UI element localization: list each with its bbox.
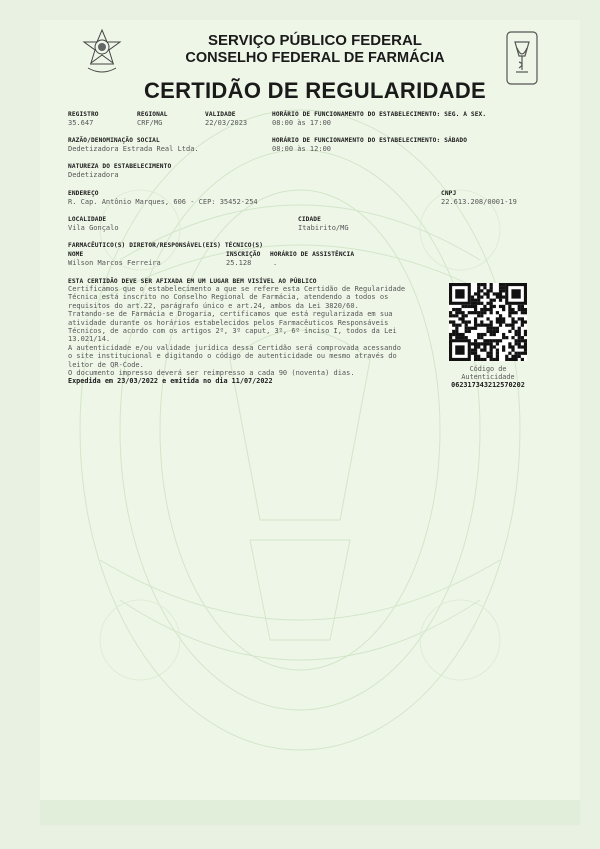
horario-assist-value: . <box>273 259 278 267</box>
cidade-label: CIDADE <box>298 216 321 223</box>
nome-value: Wilson Marcos Ferreira <box>68 259 161 267</box>
text-line: requisitos do art.22, parágrafo único e art.24, ambos da Lei 3820/60. <box>68 301 359 310</box>
validade-label: VALIDADE <box>205 111 236 118</box>
text-line: A autenticidade e/ou validade jurídica dessa Certidão será comprovada acessando <box>68 343 401 352</box>
inscricao-value: 25.128 <box>226 259 252 267</box>
qr-caption-line1: Código de <box>469 365 507 373</box>
authenticity-code: 0623173432125702​02 <box>451 381 525 389</box>
page-title: CERTIDÃO DE REGULARIDADE <box>143 78 487 103</box>
razao-label: RAZÃO/DENOMINAÇÃO SOCIAL <box>68 137 160 144</box>
cnpj-value: 22.613.208/0001-19 <box>441 198 517 206</box>
localidade-label: LOCALIDADE <box>68 216 107 223</box>
nome-label: NOME <box>68 251 84 258</box>
endereco-label: ENDEREÇO <box>68 190 99 197</box>
regional-value: CRF/MG <box>137 119 163 127</box>
text-line: atividade durante os horários estabelecidos pelos Farmacêuticos Responsáveis <box>68 318 389 327</box>
natureza-label: NATUREZA DO ESTABELECIMENTO <box>68 163 172 170</box>
text-line: Técnicos, de acordo com os artigos 2º, 3º caput, 3º, 6º inciso I, todos da Lei <box>68 327 397 336</box>
regional-label: REGIONAL <box>137 111 168 118</box>
horario-sab-value: 08:00 às 12:00 <box>272 145 332 153</box>
localidade-value: Vila Gonçalo <box>68 224 119 232</box>
text-line: Tratando-se de Farmácia e Drogaria, certificamos que está regularizada em sua <box>68 310 393 319</box>
endereco-value: R. Cap. Antônio Marques, 606 - CEP: 35452-254 <box>68 198 258 206</box>
qr-code[interactable] <box>449 283 527 361</box>
header-line2: CONSELHO FEDERAL DE FARMÁCIA <box>185 50 445 66</box>
horario-seg-value: 08:00 às 17:00 <box>272 119 332 127</box>
text-line: o site institucional e digitando o código de autenticidade ou mesmo através do <box>68 352 397 361</box>
qr-code-icon <box>449 283 527 361</box>
inscricao-label: INSCRIÇÃO <box>226 251 261 258</box>
natureza-value: Dedetizadora <box>68 171 119 179</box>
header-line1: SERVIÇO PÚBLICO FEDERAL <box>208 32 422 49</box>
qr-caption-line2: Autenticidade <box>461 373 515 381</box>
razao-value: Dedetizadora Estrada Real Ltda. <box>68 145 199 153</box>
registro-value: 35.647 <box>68 119 94 127</box>
horario-assist-label: HORÁRIO DE ASSISTÊNCIA <box>270 251 355 258</box>
cidade-value: Itabirito/MG <box>298 224 349 232</box>
farmaceutico-label: FARMACÊUTICO(S) DIRETOR/RESPONSÁVEL(EIS) TÉCNICO(S) <box>68 242 264 249</box>
afixar-notice: ESTA CERTIDÃO DEVE SER AFIXADA EM UM LUGAR BEM VISÍVEL AO PÚBLICO <box>68 278 317 285</box>
text-line: Técnica está inscrito no Conselho Regional de Farmácia, atendendo a todos os <box>68 293 389 302</box>
coat-of-arms-icon <box>82 28 122 76</box>
horario-sab-label: HORÁRIO DE FUNCIONAMENTO DO ESTABELECIMENTO: SÁBADO <box>272 137 468 144</box>
pharmacy-cup-icon <box>505 30 539 86</box>
horario-seg-label: HORÁRIO DE FUNCIONAMENTO DO ESTABELECIMENTO: SEG. A SEX. <box>272 111 487 118</box>
text-line: leitor de QR-Code. <box>68 360 144 369</box>
cnpj-label: CNPJ <box>441 190 457 197</box>
text-line: Certificamos que o estabelecimento a que se refere esta Certidão de Regularidade <box>68 285 406 293</box>
validade-value: 22/03/2023 <box>205 119 248 127</box>
issued-line: Expedida em 23/03/2022 e emitida no dia 11/07/2022 <box>68 377 273 386</box>
registro-label: REGISTRO <box>68 111 99 118</box>
text-line: O documento impresso deverá ser reimpresso a cada 90 (noventa) dias. <box>68 369 355 378</box>
text-line: 13.021/14. <box>68 335 111 344</box>
certification-text <box>68 285 443 386</box>
